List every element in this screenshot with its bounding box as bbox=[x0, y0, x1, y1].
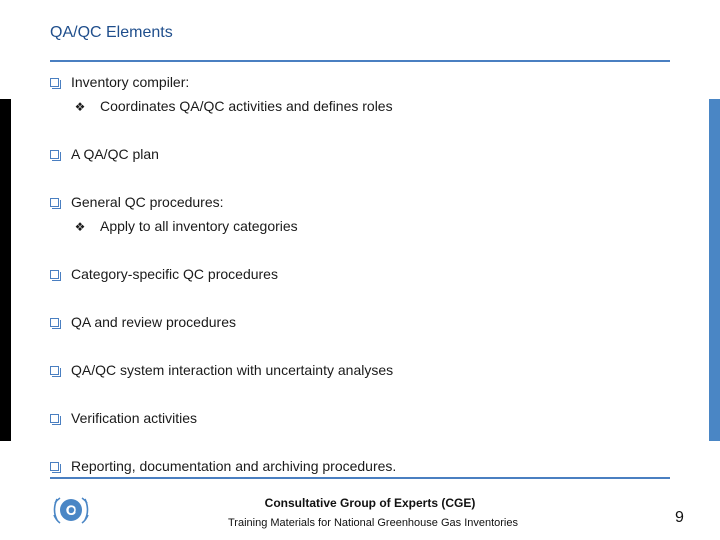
sub-bullet-item bbox=[74, 218, 298, 235]
checkbox-square-icon bbox=[50, 270, 59, 279]
bullet-item bbox=[50, 410, 197, 427]
checkbox-square-icon bbox=[50, 150, 59, 159]
title-divider bbox=[50, 60, 670, 62]
diamond-icon: ❖ bbox=[74, 99, 86, 114]
checkbox-square-icon bbox=[50, 366, 59, 375]
bullet-text: Reporting, documentation and archiving procedures. bbox=[71, 458, 397, 474]
page-number: 9 bbox=[675, 509, 684, 526]
diamond-icon: ❖ bbox=[74, 219, 86, 234]
checkbox-square-icon bbox=[50, 462, 59, 471]
sub-bullet-text: Apply to all inventory categories bbox=[100, 218, 298, 234]
sub-bullet-text: Coordinates QA/QC activities and defines roles bbox=[100, 98, 393, 114]
bullet-text: A QA/QC plan bbox=[71, 146, 159, 162]
right-edge-bar bbox=[709, 99, 720, 441]
bullet-item bbox=[50, 194, 224, 211]
checkbox-square-icon bbox=[50, 318, 59, 327]
bullet-text: Inventory compiler: bbox=[71, 74, 190, 90]
sub-bullet-item bbox=[74, 98, 393, 115]
bullet-item bbox=[50, 362, 393, 379]
bullet-text: General QC procedures: bbox=[71, 194, 224, 210]
bullet-item bbox=[50, 146, 159, 163]
bullet-text: Category-specific QC procedures bbox=[71, 266, 278, 282]
footer-subtitle: Training Materials for National Greenhouse Gas Inventories bbox=[227, 517, 518, 529]
checkbox-square-icon bbox=[50, 198, 59, 207]
bullet-item bbox=[50, 74, 189, 91]
footer-divider bbox=[50, 477, 670, 479]
bullet-text: QA and review procedures bbox=[71, 314, 236, 330]
checkbox-square-icon bbox=[50, 78, 59, 87]
bullet-text: QA/QC system interaction with uncertainty analyses bbox=[71, 362, 394, 378]
left-edge-bar bbox=[0, 99, 11, 441]
bullet-text: Verification activities bbox=[71, 410, 198, 426]
footer-organization: Consultative Group of Experts (CGE) bbox=[264, 496, 476, 510]
slide-title: QA/QC Elements bbox=[50, 24, 173, 41]
checkbox-square-icon bbox=[50, 414, 59, 423]
bullet-item bbox=[50, 314, 236, 331]
bullet-item bbox=[50, 458, 396, 475]
svg-text:C: C bbox=[65, 502, 77, 518]
bullet-item bbox=[50, 266, 278, 283]
